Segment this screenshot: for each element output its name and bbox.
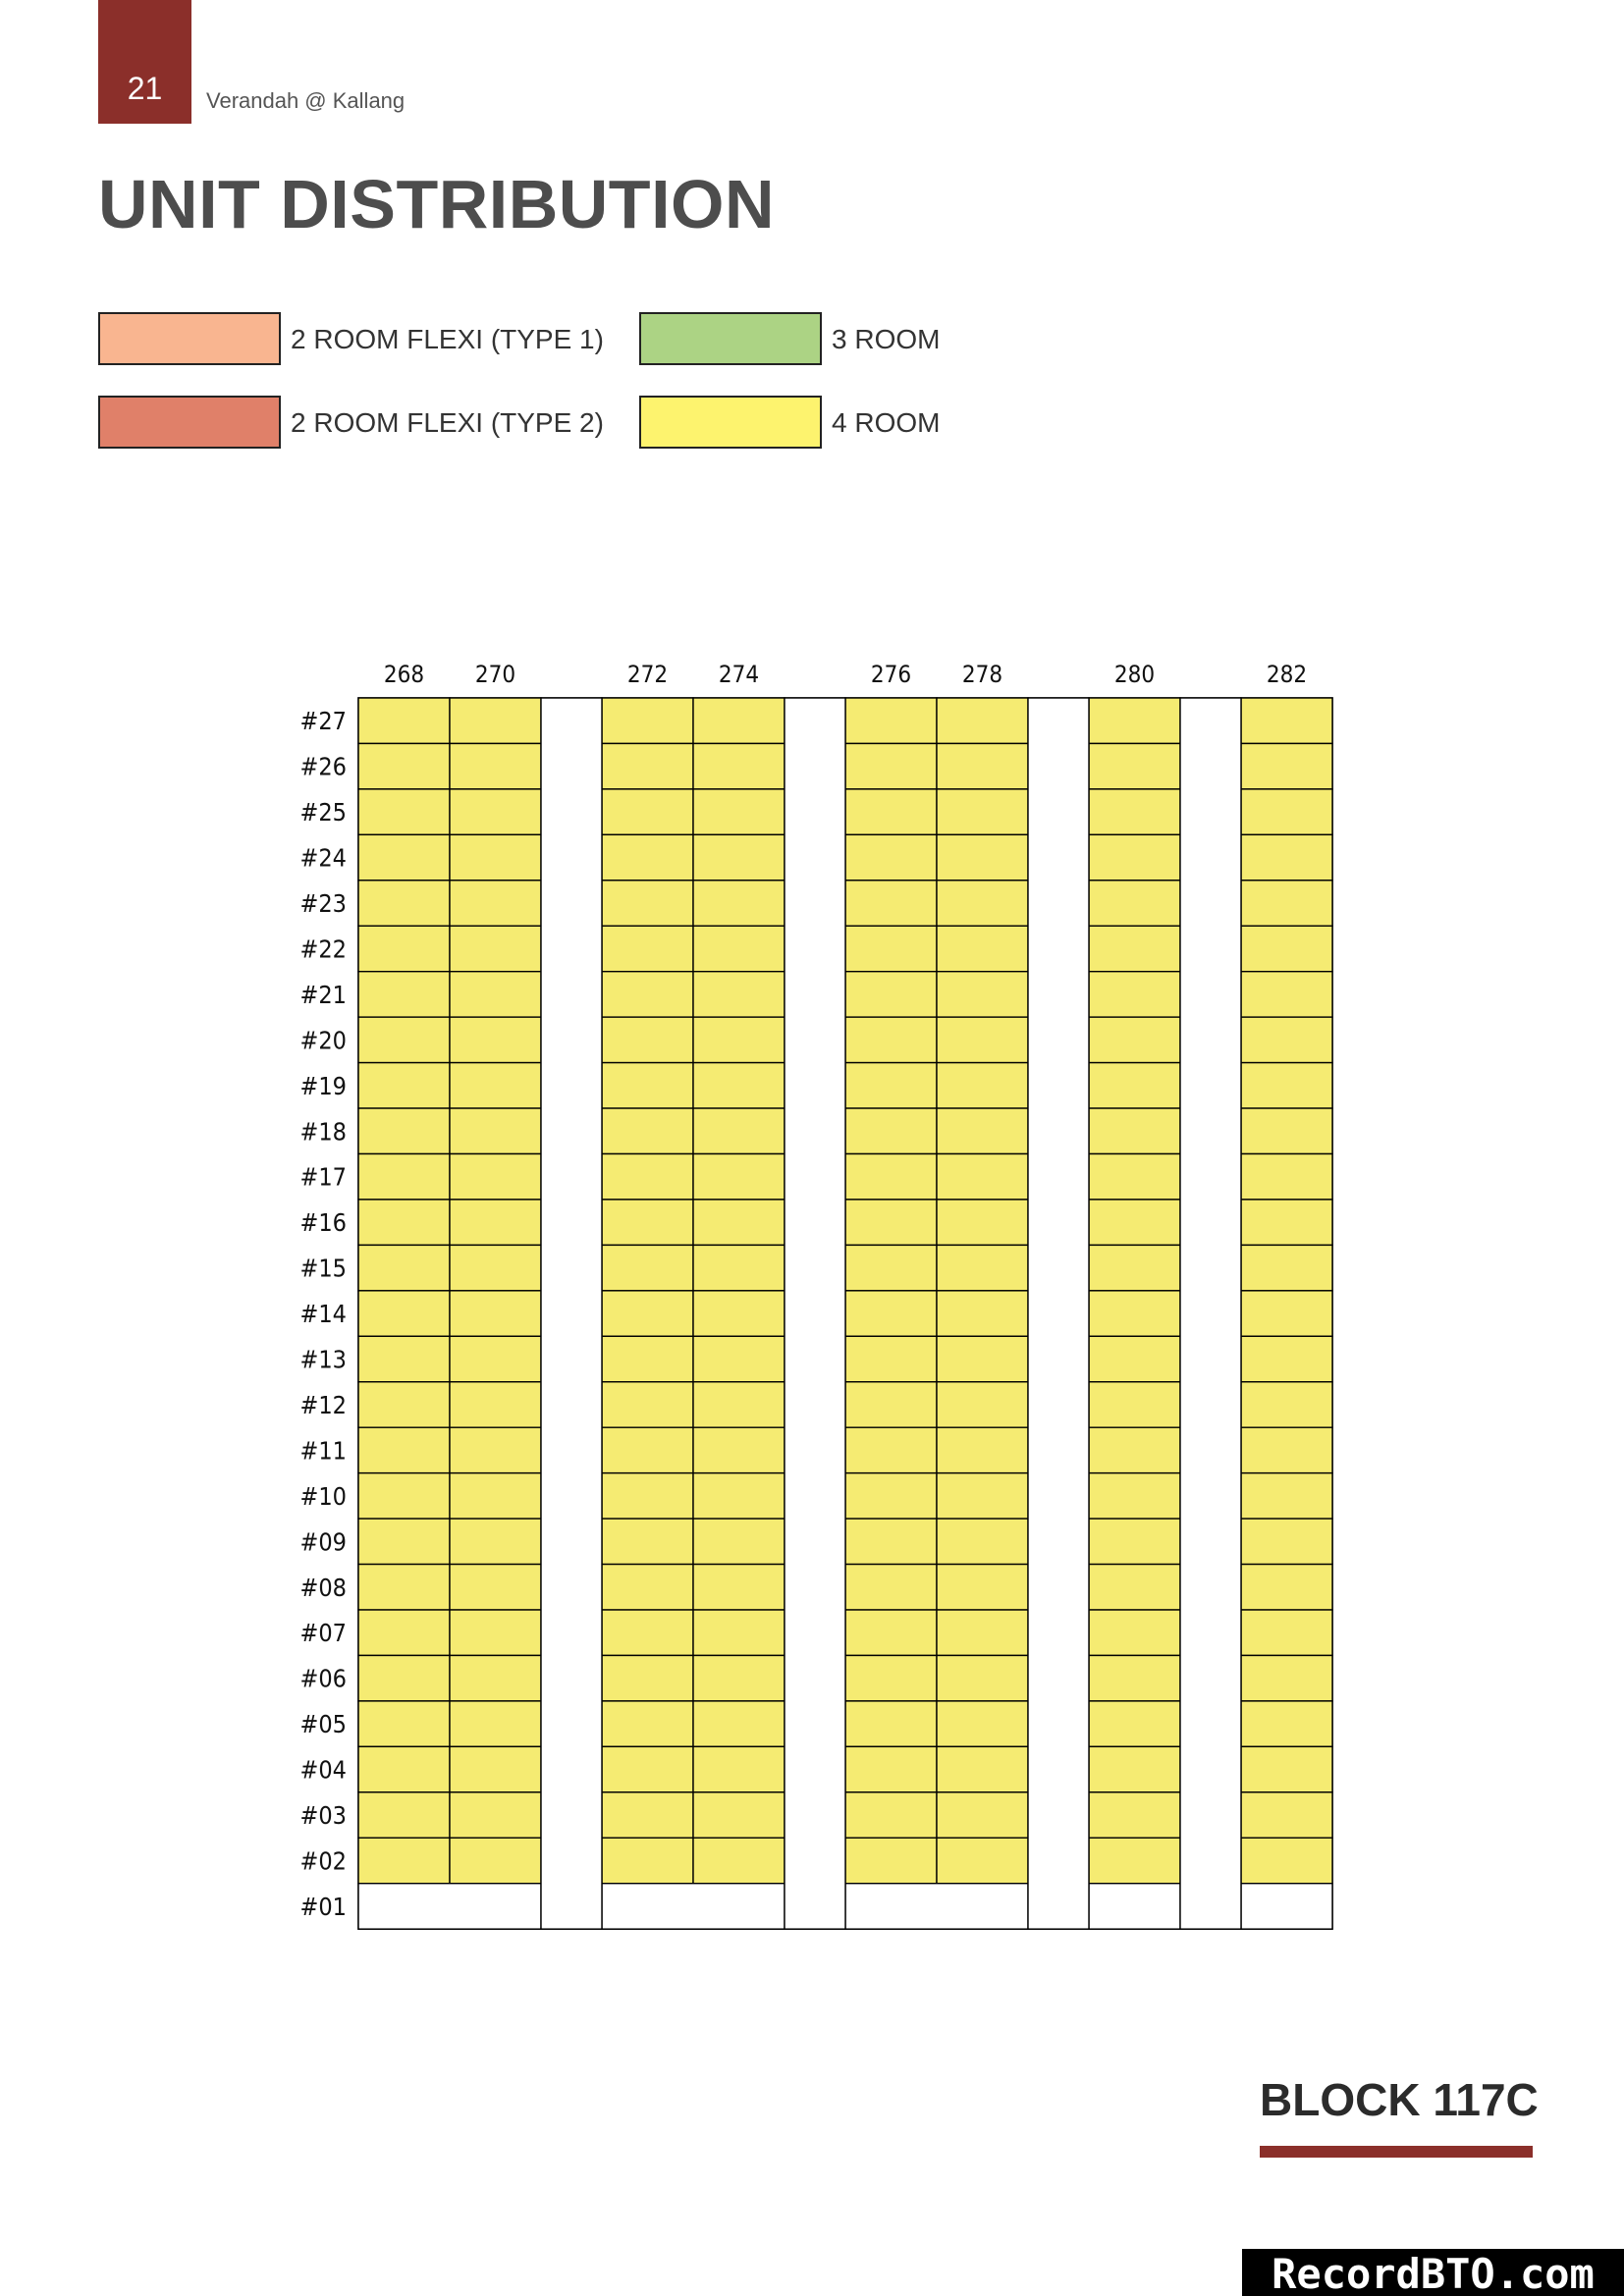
- unit-cell-4-room: [937, 1701, 1028, 1746]
- unit-cell-4-room: [358, 972, 450, 1017]
- unit-cell-4-room: [1241, 1519, 1332, 1564]
- floor-label: #16: [299, 1208, 347, 1238]
- unit-cell-4-room: [358, 1063, 450, 1108]
- unit-cell-4-room: [602, 1610, 693, 1655]
- unit-cell-4-room: [602, 1473, 693, 1519]
- unit-cell-4-room: [450, 1200, 541, 1245]
- unit-cell-4-room: [602, 1792, 693, 1838]
- unit-cell-4-room: [845, 834, 937, 880]
- unit-cell-4-room: [1241, 1108, 1332, 1153]
- unit-cell-4-room: [450, 1427, 541, 1472]
- unit-cell-4-room: [450, 1245, 541, 1290]
- unit-cell-4-room: [602, 789, 693, 834]
- unit-cell-4-room: [358, 1336, 450, 1381]
- unit-cell-4-room: [602, 1336, 693, 1381]
- unit-cell-4-room: [1089, 789, 1180, 834]
- unit-cell-4-room: [845, 1655, 937, 1700]
- column-label: 278: [961, 661, 1003, 688]
- column-label: 280: [1113, 661, 1156, 688]
- legend-label: 2 ROOM FLEXI (TYPE 2): [291, 407, 604, 438]
- column-label: 276: [870, 661, 912, 688]
- unit-cell-4-room: [937, 1063, 1028, 1108]
- unit-cell-4-room: [1089, 1838, 1180, 1883]
- project-name: Verandah @ Kallang: [206, 88, 406, 113]
- unit-cell-4-room: [937, 698, 1028, 743]
- unit-cell-4-room: [450, 834, 541, 880]
- unit-cell-4-room: [450, 743, 541, 788]
- unit-cell-4-room: [1089, 972, 1180, 1017]
- unit-cell-4-room: [937, 1792, 1028, 1838]
- floor-label: #24: [299, 843, 347, 873]
- unit-cell-4-room: [450, 1519, 541, 1564]
- floor-label: #25: [299, 798, 347, 828]
- unit-cell-4-room: [1241, 1565, 1332, 1610]
- unit-cell-4-room: [602, 1519, 693, 1564]
- unit-cell-4-room: [1089, 1473, 1180, 1519]
- unit-cell-4-room: [693, 1382, 785, 1427]
- unit-cell-4-room: [1241, 1063, 1332, 1108]
- unit-cell-4-room: [1241, 698, 1332, 743]
- unit-cell-4-room: [602, 1108, 693, 1153]
- unit-cell-4-room: [1241, 1838, 1332, 1883]
- unit-cell-4-room: [1241, 834, 1332, 880]
- unit-cell-4-room: [450, 881, 541, 926]
- unit-cell-4-room: [845, 1382, 937, 1427]
- unit-cell-4-room: [358, 1519, 450, 1564]
- unit-cell-4-room: [937, 1427, 1028, 1472]
- unit-cell-4-room: [1089, 1245, 1180, 1290]
- unit-cell-4-room: [693, 1792, 785, 1838]
- floor-label: #11: [299, 1436, 347, 1466]
- ground-floor-cell: [602, 1884, 785, 1929]
- unit-cell-4-room: [693, 1017, 785, 1062]
- unit-cell-4-room: [937, 1108, 1028, 1153]
- unit-cell-4-room: [845, 1427, 937, 1472]
- unit-cell-4-room: [845, 1838, 937, 1883]
- unit-cell-4-room: [1241, 1610, 1332, 1655]
- floor-label: #21: [299, 980, 347, 1009]
- unit-cell-4-room: [693, 1200, 785, 1245]
- unit-cell-4-room: [358, 1701, 450, 1746]
- unit-cell-4-room: [358, 926, 450, 971]
- unit-cell-4-room: [693, 1473, 785, 1519]
- floor-label: #05: [299, 1710, 347, 1739]
- unit-cell-4-room: [450, 926, 541, 971]
- floor-label: #03: [299, 1801, 347, 1831]
- unit-cell-4-room: [1089, 743, 1180, 788]
- unit-cell-4-room: [693, 1610, 785, 1655]
- unit-cell-4-room: [358, 1382, 450, 1427]
- unit-cell-4-room: [358, 789, 450, 834]
- unit-cell-4-room: [1241, 1473, 1332, 1519]
- unit-cell-4-room: [602, 698, 693, 743]
- unit-cell-4-room: [845, 1746, 937, 1791]
- unit-cell-4-room: [1241, 926, 1332, 971]
- unit-cell-4-room: [450, 1565, 541, 1610]
- unit-cell-4-room: [602, 926, 693, 971]
- unit-cell-4-room: [937, 1746, 1028, 1791]
- column-label: 282: [1266, 661, 1308, 688]
- unit-cell-4-room: [450, 1792, 541, 1838]
- unit-cell-4-room: [1241, 1336, 1332, 1381]
- unit-cell-4-room: [937, 881, 1028, 926]
- unit-cell-4-room: [937, 1473, 1028, 1519]
- unit-cell-4-room: [693, 972, 785, 1017]
- page-title: UNIT DISTRIBUTION: [98, 166, 776, 242]
- gap-column: [1180, 698, 1241, 1929]
- floor-label: #23: [299, 889, 347, 919]
- unit-cell-4-room: [1241, 789, 1332, 834]
- unit-cell-4-room: [937, 1838, 1028, 1883]
- column-label: 270: [474, 661, 516, 688]
- unit-cell-4-room: [937, 972, 1028, 1017]
- unit-cell-4-room: [358, 1200, 450, 1245]
- unit-cell-4-room: [1241, 1792, 1332, 1838]
- unit-cell-4-room: [450, 698, 541, 743]
- unit-cell-4-room: [845, 789, 937, 834]
- unit-cell-4-room: [602, 1017, 693, 1062]
- unit-cell-4-room: [1241, 1200, 1332, 1245]
- unit-cell-4-room: [1089, 1746, 1180, 1791]
- unit-cell-4-room: [358, 1655, 450, 1700]
- unit-cell-4-room: [845, 1245, 937, 1290]
- unit-cell-4-room: [602, 1291, 693, 1336]
- column-label: 268: [383, 661, 425, 688]
- floor-label: #04: [299, 1755, 347, 1785]
- unit-cell-4-room: [937, 1382, 1028, 1427]
- floor-label: #01: [299, 1892, 347, 1921]
- unit-cell-4-room: [602, 1154, 693, 1200]
- unit-cell-4-room: [450, 1382, 541, 1427]
- unit-cell-4-room: [845, 1108, 937, 1153]
- floor-label: #17: [299, 1162, 347, 1192]
- unit-cell-4-room: [845, 926, 937, 971]
- unit-cell-4-room: [1241, 1655, 1332, 1700]
- unit-cell-4-room: [1089, 1565, 1180, 1610]
- unit-cell-4-room: [602, 1701, 693, 1746]
- unit-cell-4-room: [602, 1382, 693, 1427]
- legend-label: 4 ROOM: [832, 407, 941, 438]
- unit-cell-4-room: [450, 789, 541, 834]
- floor-label: #18: [299, 1117, 347, 1147]
- floor-label: #19: [299, 1071, 347, 1100]
- unit-cell-4-room: [693, 1838, 785, 1883]
- unit-cell-4-room: [693, 1701, 785, 1746]
- unit-cell-4-room: [693, 1245, 785, 1290]
- unit-cell-4-room: [1241, 1382, 1332, 1427]
- unit-cell-4-room: [845, 1291, 937, 1336]
- unit-cell-4-room: [845, 881, 937, 926]
- unit-cell-4-room: [450, 1108, 541, 1153]
- unit-cell-4-room: [1089, 1154, 1180, 1200]
- floor-label: #08: [299, 1573, 347, 1602]
- unit-cell-4-room: [693, 1427, 785, 1472]
- unit-cell-4-room: [845, 1063, 937, 1108]
- unit-cell-4-room: [693, 1336, 785, 1381]
- unit-cell-4-room: [450, 1610, 541, 1655]
- unit-cell-4-room: [358, 1017, 450, 1062]
- unit-cell-4-room: [358, 1792, 450, 1838]
- unit-cell-4-room: [358, 1154, 450, 1200]
- unit-cell-4-room: [602, 1746, 693, 1791]
- unit-cell-4-room: [845, 1792, 937, 1838]
- unit-cell-4-room: [602, 1427, 693, 1472]
- unit-cell-4-room: [358, 1473, 450, 1519]
- unit-cell-4-room: [1089, 1291, 1180, 1336]
- unit-cell-4-room: [937, 1154, 1028, 1200]
- unit-cell-4-room: [1089, 1108, 1180, 1153]
- unit-cell-4-room: [450, 1838, 541, 1883]
- unit-cell-4-room: [845, 1701, 937, 1746]
- unit-cell-4-room: [693, 834, 785, 880]
- unit-cell-4-room: [693, 881, 785, 926]
- floor-label: #14: [299, 1300, 347, 1329]
- unit-cell-4-room: [845, 1200, 937, 1245]
- unit-cell-4-room: [358, 743, 450, 788]
- column-label: 272: [626, 661, 669, 688]
- unit-cell-4-room: [845, 1565, 937, 1610]
- unit-cell-4-room: [1089, 1519, 1180, 1564]
- page-number: 21: [127, 71, 163, 106]
- unit-cell-4-room: [358, 1746, 450, 1791]
- unit-cell-4-room: [937, 1655, 1028, 1700]
- unit-cell-4-room: [358, 1291, 450, 1336]
- column-label: 274: [718, 661, 760, 688]
- unit-cell-4-room: [450, 1473, 541, 1519]
- unit-cell-4-room: [1241, 1701, 1332, 1746]
- unit-cell-4-room: [602, 743, 693, 788]
- unit-cell-4-room: [845, 972, 937, 1017]
- unit-cell-4-room: [1241, 1245, 1332, 1290]
- ground-floor-cell: [358, 1884, 541, 1929]
- unit-cell-4-room: [358, 1108, 450, 1153]
- floor-label: #09: [299, 1527, 347, 1557]
- unit-cell-4-room: [937, 743, 1028, 788]
- unit-cell-4-room: [693, 789, 785, 834]
- unit-cell-4-room: [1089, 1017, 1180, 1062]
- unit-cell-4-room: [602, 972, 693, 1017]
- unit-cell-4-room: [845, 698, 937, 743]
- unit-cell-4-room: [937, 1245, 1028, 1290]
- unit-cell-4-room: [602, 1565, 693, 1610]
- unit-cell-4-room: [845, 1154, 937, 1200]
- unit-cell-4-room: [602, 1655, 693, 1700]
- unit-cell-4-room: [693, 698, 785, 743]
- unit-cell-4-room: [1089, 881, 1180, 926]
- floor-label: #27: [299, 707, 347, 736]
- unit-cell-4-room: [602, 1063, 693, 1108]
- legend-label: 2 ROOM FLEXI (TYPE 1): [291, 324, 604, 354]
- unit-cell-4-room: [693, 1063, 785, 1108]
- unit-cell-4-room: [937, 926, 1028, 971]
- unit-cell-4-room: [1241, 972, 1332, 1017]
- unit-cell-4-room: [1241, 1154, 1332, 1200]
- unit-cell-4-room: [1241, 881, 1332, 926]
- unit-cell-4-room: [693, 743, 785, 788]
- unit-cell-4-room: [450, 1655, 541, 1700]
- block-underline: [1260, 2146, 1533, 2158]
- floor-label: #20: [299, 1026, 347, 1055]
- unit-cell-4-room: [693, 1655, 785, 1700]
- unit-cell-4-room: [845, 1473, 937, 1519]
- unit-cell-4-room: [1089, 1336, 1180, 1381]
- floor-label: #06: [299, 1664, 347, 1693]
- unit-cell-4-room: [937, 1291, 1028, 1336]
- unit-cell-4-room: [693, 1565, 785, 1610]
- unit-cell-4-room: [358, 834, 450, 880]
- unit-cell-4-room: [358, 881, 450, 926]
- unit-cell-4-room: [1089, 1382, 1180, 1427]
- unit-cell-4-room: [450, 1154, 541, 1200]
- gap-column: [1028, 698, 1089, 1929]
- floor-label: #15: [299, 1254, 347, 1283]
- floor-label: #13: [299, 1345, 347, 1374]
- unit-cell-4-room: [693, 1154, 785, 1200]
- unit-cell-4-room: [937, 1200, 1028, 1245]
- unit-cell-4-room: [358, 1838, 450, 1883]
- block-label: BLOCK 117C: [1260, 2074, 1539, 2125]
- gap-column: [785, 698, 845, 1929]
- watermark: RecordBTO.com: [1242, 2249, 1624, 2296]
- unit-cell-4-room: [1241, 1746, 1332, 1791]
- unit-cell-4-room: [450, 1063, 541, 1108]
- unit-cell-4-room: [937, 789, 1028, 834]
- ground-floor-cell: [1089, 1884, 1180, 1929]
- unit-cell-4-room: [602, 881, 693, 926]
- floor-label: #12: [299, 1390, 347, 1419]
- unit-cell-4-room: [450, 1336, 541, 1381]
- unit-cell-4-room: [845, 1519, 937, 1564]
- unit-cell-4-room: [937, 1017, 1028, 1062]
- unit-cell-4-room: [1089, 1200, 1180, 1245]
- legend-label: 3 ROOM: [832, 324, 941, 354]
- unit-cell-4-room: [358, 1427, 450, 1472]
- ground-floor-cell: [1241, 1884, 1332, 1929]
- unit-cell-4-room: [358, 1610, 450, 1655]
- unit-cell-4-room: [1089, 1610, 1180, 1655]
- unit-cell-4-room: [450, 1701, 541, 1746]
- unit-cell-4-room: [845, 1336, 937, 1381]
- unit-cell-4-room: [937, 1565, 1028, 1610]
- floor-label: #26: [299, 752, 347, 781]
- unit-cell-4-room: [602, 834, 693, 880]
- unit-cell-4-room: [1241, 743, 1332, 788]
- unit-cell-4-room: [358, 698, 450, 743]
- unit-cell-4-room: [450, 1746, 541, 1791]
- unit-cell-4-room: [1089, 698, 1180, 743]
- unit-cell-4-room: [845, 1610, 937, 1655]
- unit-cell-4-room: [450, 972, 541, 1017]
- unit-cell-4-room: [937, 1610, 1028, 1655]
- unit-cell-4-room: [1241, 1427, 1332, 1472]
- unit-cell-4-room: [450, 1291, 541, 1336]
- unit-cell-4-room: [1089, 1063, 1180, 1108]
- unit-cell-4-room: [1241, 1291, 1332, 1336]
- unit-cell-4-room: [937, 834, 1028, 880]
- unit-cell-4-room: [1089, 926, 1180, 971]
- unit-cell-4-room: [602, 1838, 693, 1883]
- unit-cell-4-room: [845, 743, 937, 788]
- unit-cell-4-room: [1089, 1427, 1180, 1472]
- gap-column: [541, 698, 602, 1929]
- unit-cell-4-room: [1089, 1655, 1180, 1700]
- unit-cell-4-room: [1089, 1701, 1180, 1746]
- unit-cell-4-room: [693, 926, 785, 971]
- unit-cell-4-room: [602, 1245, 693, 1290]
- unit-cell-4-room: [693, 1519, 785, 1564]
- unit-cell-4-room: [937, 1519, 1028, 1564]
- unit-cell-4-room: [1089, 1792, 1180, 1838]
- unit-cell-4-room: [358, 1565, 450, 1610]
- unit-cell-4-room: [602, 1200, 693, 1245]
- unit-cell-4-room: [358, 1245, 450, 1290]
- unit-cell-4-room: [1241, 1017, 1332, 1062]
- unit-cell-4-room: [937, 1336, 1028, 1381]
- unit-cell-4-room: [450, 1017, 541, 1062]
- floor-label: #02: [299, 1846, 347, 1876]
- floor-label: #10: [299, 1481, 347, 1511]
- unit-cell-4-room: [693, 1291, 785, 1336]
- floor-label: #07: [299, 1619, 347, 1648]
- unit-cell-4-room: [693, 1108, 785, 1153]
- unit-cell-4-room: [1089, 834, 1180, 880]
- unit-cell-4-room: [693, 1746, 785, 1791]
- unit-cell-4-room: [845, 1017, 937, 1062]
- floor-label: #22: [299, 934, 347, 964]
- ground-floor-cell: [845, 1884, 1028, 1929]
